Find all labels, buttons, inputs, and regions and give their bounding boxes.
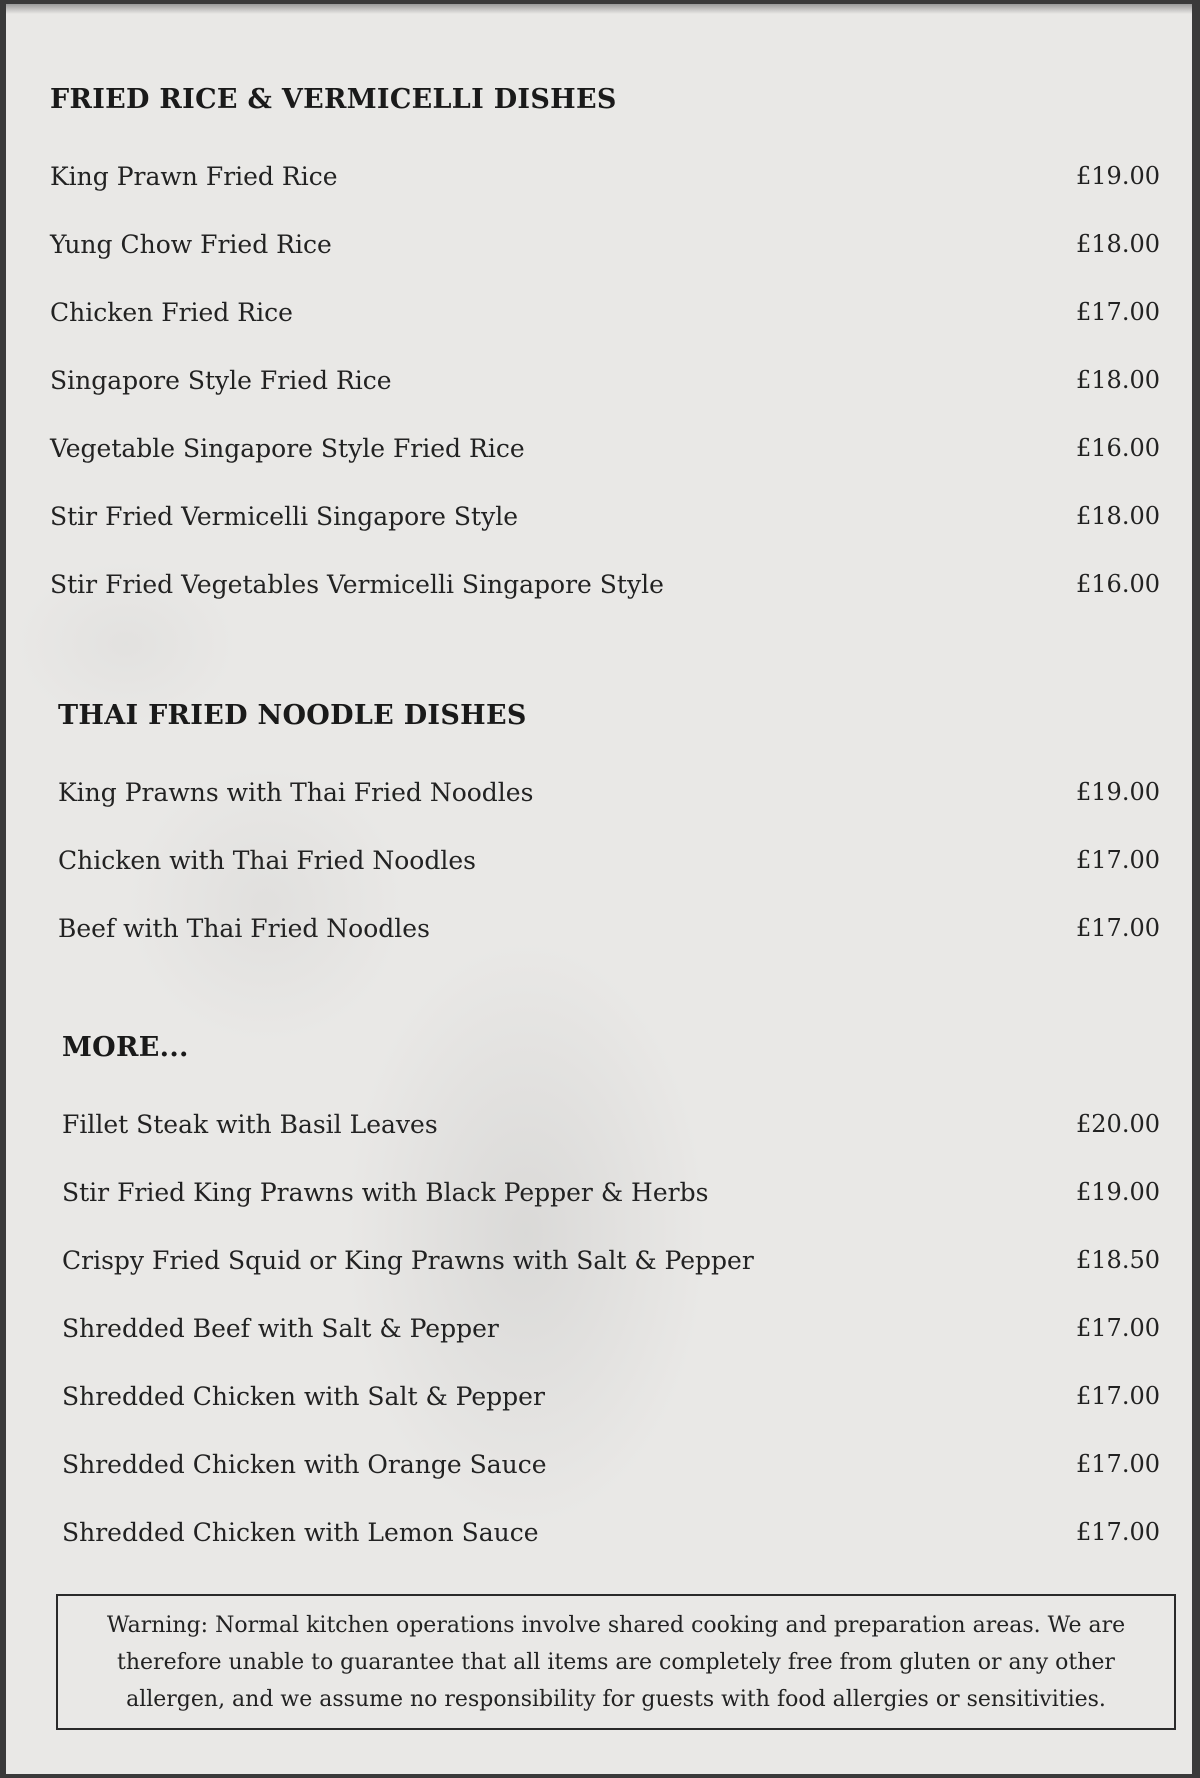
item-name: Stir Fried King Prawns with Black Pepper & Herbs (62, 1177, 709, 1207)
menu-page (6, 4, 1192, 1774)
item-price: £18.50 (1076, 1246, 1160, 1274)
item-price: £16.00 (1076, 570, 1160, 598)
menu-item (50, 414, 1168, 482)
item-price: £20.00 (1076, 1110, 1160, 1138)
allergen-warning-box (56, 1594, 1176, 1730)
item-price: £17.00 (1076, 1382, 1160, 1410)
item-name: Chicken with Thai Fried Noodles (58, 845, 476, 875)
menu-item (62, 1090, 1168, 1158)
item-price: £18.00 (1076, 230, 1160, 258)
item-price: £16.00 (1076, 434, 1160, 462)
menu-item (62, 1498, 1168, 1566)
menu-item (50, 142, 1168, 210)
item-name: Shredded Beef with Salt & Pepper (62, 1313, 499, 1343)
item-name: Chicken Fried Rice (50, 297, 293, 327)
item-name: Stir Fried Vermicelli Singapore Style (50, 501, 519, 531)
item-price: £17.00 (1076, 298, 1160, 326)
item-name: Vegetable Singapore Style Fried Rice (50, 433, 525, 463)
item-price: £19.00 (1076, 162, 1160, 190)
section-title: MORE... (62, 1032, 189, 1063)
menu-item (62, 1226, 1168, 1294)
allergen-warning-text: Warning: Normal kitchen operations involve shared cooking and preparation areas. We are therefore unable to guarantee that all items are completely free from gluten or any other allergen, and we assume no responsibility for guests with food allergies or sensitivities. (106, 1612, 1126, 1712)
item-name: Crispy Fried Squid or King Prawns with Salt & Pepper (62, 1245, 754, 1275)
section-fried-rice (50, 80, 1168, 618)
item-name: Beef with Thai Fried Noodles (58, 913, 430, 943)
item-price: £18.00 (1076, 502, 1160, 530)
item-name: Fillet Steak with Basil Leaves (62, 1109, 438, 1139)
item-price: £17.00 (1076, 846, 1160, 874)
item-name: King Prawns with Thai Fried Noodles (58, 777, 534, 807)
menu-item (62, 1430, 1168, 1498)
menu-item (62, 1294, 1168, 1362)
item-price: £17.00 (1076, 1518, 1160, 1546)
item-name: Singapore Style Fried Rice (50, 365, 392, 395)
item-name: Shredded Chicken with Orange Sauce (62, 1449, 547, 1479)
menu-item (58, 894, 1168, 962)
menu-item (58, 758, 1168, 826)
item-name: Stir Fried Vegetables Vermicelli Singapore Style (50, 569, 664, 599)
item-name: Yung Chow Fried Rice (50, 229, 332, 259)
section-thai-noodles (58, 696, 1168, 962)
item-price: £17.00 (1076, 1450, 1160, 1478)
menu-item (62, 1158, 1168, 1226)
item-price: £17.00 (1076, 914, 1160, 942)
section-title: THAI FRIED NOODLE DISHES (58, 700, 527, 731)
menu-item (50, 278, 1168, 346)
section-more (62, 1028, 1168, 1566)
item-price: £19.00 (1076, 778, 1160, 806)
page-edge-shadow (6, 4, 1192, 14)
menu-item (50, 210, 1168, 278)
menu-item (50, 550, 1168, 618)
menu-item (50, 346, 1168, 414)
item-name: King Prawn Fried Rice (50, 161, 338, 191)
item-name: Shredded Chicken with Salt & Pepper (62, 1381, 545, 1411)
menu-item (58, 826, 1168, 894)
item-name: Shredded Chicken with Lemon Sauce (62, 1517, 539, 1547)
section-title: FRIED RICE & VERMICELLI DISHES (50, 84, 617, 115)
item-price: £17.00 (1076, 1314, 1160, 1342)
item-price: £19.00 (1076, 1178, 1160, 1206)
menu-item (62, 1362, 1168, 1430)
item-price: £18.00 (1076, 366, 1160, 394)
menu-item (50, 482, 1168, 550)
